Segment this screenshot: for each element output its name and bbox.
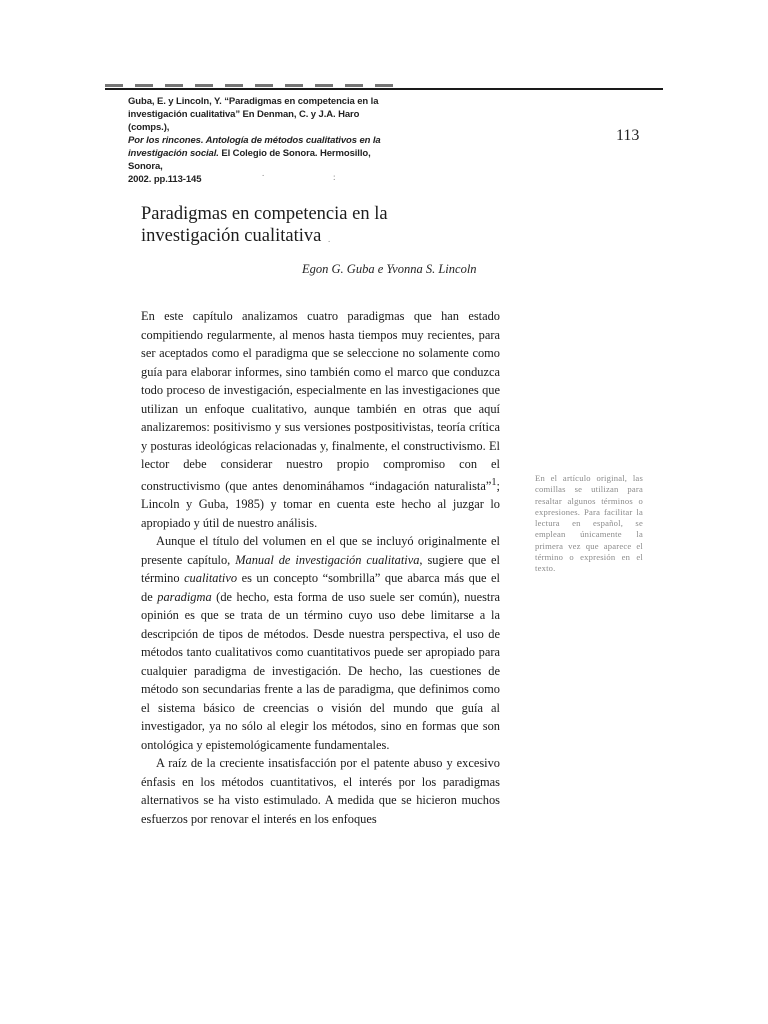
- header-rule-fragment: [105, 84, 405, 87]
- footnote-ref: 1: [491, 476, 497, 488]
- paragraph-text: es un concepto “sombrilla” que abarca más que el de: [141, 571, 500, 604]
- body-text: [141, 307, 500, 828]
- paragraph: [141, 307, 500, 532]
- chapter-title-line: Paradigmas en competencia en la: [141, 204, 388, 224]
- citation-book-title: investigación social.: [128, 148, 219, 159]
- paragraph-text: , sugiere que el término: [141, 552, 500, 586]
- header-rule: [105, 88, 663, 90]
- paragraph-text: (de hecho, esta forma de uso suele ser común), nuestra opinión es que se trata de un término cuyo uso debe limitarse a la descripción de tipos de métodos. Desde nuestra perspectiva, el uso de métodos tanto cualitativos como cuantitativos puede ser apropiado para cualquier paradigma de investigación. De hecho, las cuestiones de método son secundarias frente a las de paradigma, que definimos como el sistema básico de creencias o visión del mundo que guía al investigador, ya no sólo al elegir los métodos, sino en formas que son ontológica y epistemológicamente fundamentales.: [141, 589, 500, 752]
- scan-speck: .: [328, 234, 331, 244]
- emphasis: cualitativo: [184, 571, 238, 586]
- citation-line: Guba, E. y Lincoln, Y. “Paradigmas en competencia en la: [128, 96, 379, 107]
- margin-note: En el artículo original, las comillas se utilizan para resaltar algunos términos o expresiones. Para facilitar la lectura en español, se emplean únicamente la primera vez que aparece el término o expresión en el texto.: [535, 473, 643, 574]
- page-number: 113: [616, 127, 640, 144]
- citation-book-title: Por los rincones. Antología de métodos cualitativos en la: [128, 135, 381, 146]
- chapter-title: [141, 203, 541, 247]
- paragraph-text: ; Lincoln y Guba, 1985) y tomar en cuenta este hecho al juzgar lo apropiado y útil de nuestro análisis.: [141, 478, 500, 530]
- paragraph-text: A raíz de la creciente insatisfacción por el patente abuso y excesivo énfasis en los métodos cuantitativos, el interés por los paradigmas alternativos se ha visto estimulado. A medida que se hicieron muchos esfuerzos por renovar el interés en los enfoques: [141, 756, 500, 826]
- citation-line: investigación cualitativa” En Denman, C. y J.A. Haro (comps.),: [128, 109, 360, 133]
- chapter-authors: Egon G. Guba e Yvonna S. Lincoln: [302, 262, 477, 276]
- scan-speck: :: [333, 172, 336, 182]
- paragraph-text: En este capítulo analizamos cuatro paradigmas que han estado compitiendo regularmente, al menos hasta tiempos muy recientes, para ser aceptados como el paradigma que se seleccione no solamente como guía para elaborar informes, sino también como el marco que conduzca todo proceso de investigación, especialmente en las investigaciones que utilizan un enfoque cualitativo, aunque también en otras que aquí analizaremos: positivismo y sus versiones postpositivistas, teoría crítica y posturas ideológicas relacionadas y, finalmente, el constructivismo. El lector debe considerar nuestro propio compromiso con el constructivismo (que antes denomináhamos “indagación naturalista”: [141, 309, 500, 493]
- chapter-title-line: investigación cualitativa: [141, 226, 322, 246]
- paragraph-text: Aunque el título del volumen en el que se incluyó originalmente el presente capítulo,: [141, 534, 500, 567]
- emphasis: paradigma: [157, 589, 212, 604]
- paragraph: [141, 754, 500, 828]
- citation-line: 2002. pp.113-145: [128, 174, 202, 185]
- citation-line: El Colegio de Sonora. Hermosillo, Sonora,: [128, 148, 371, 172]
- scan-speck: .: [262, 168, 265, 178]
- emphasis: Manual de investigación cualitativa: [235, 552, 420, 567]
- paragraph: [141, 532, 500, 754]
- citation-block: [128, 95, 403, 186]
